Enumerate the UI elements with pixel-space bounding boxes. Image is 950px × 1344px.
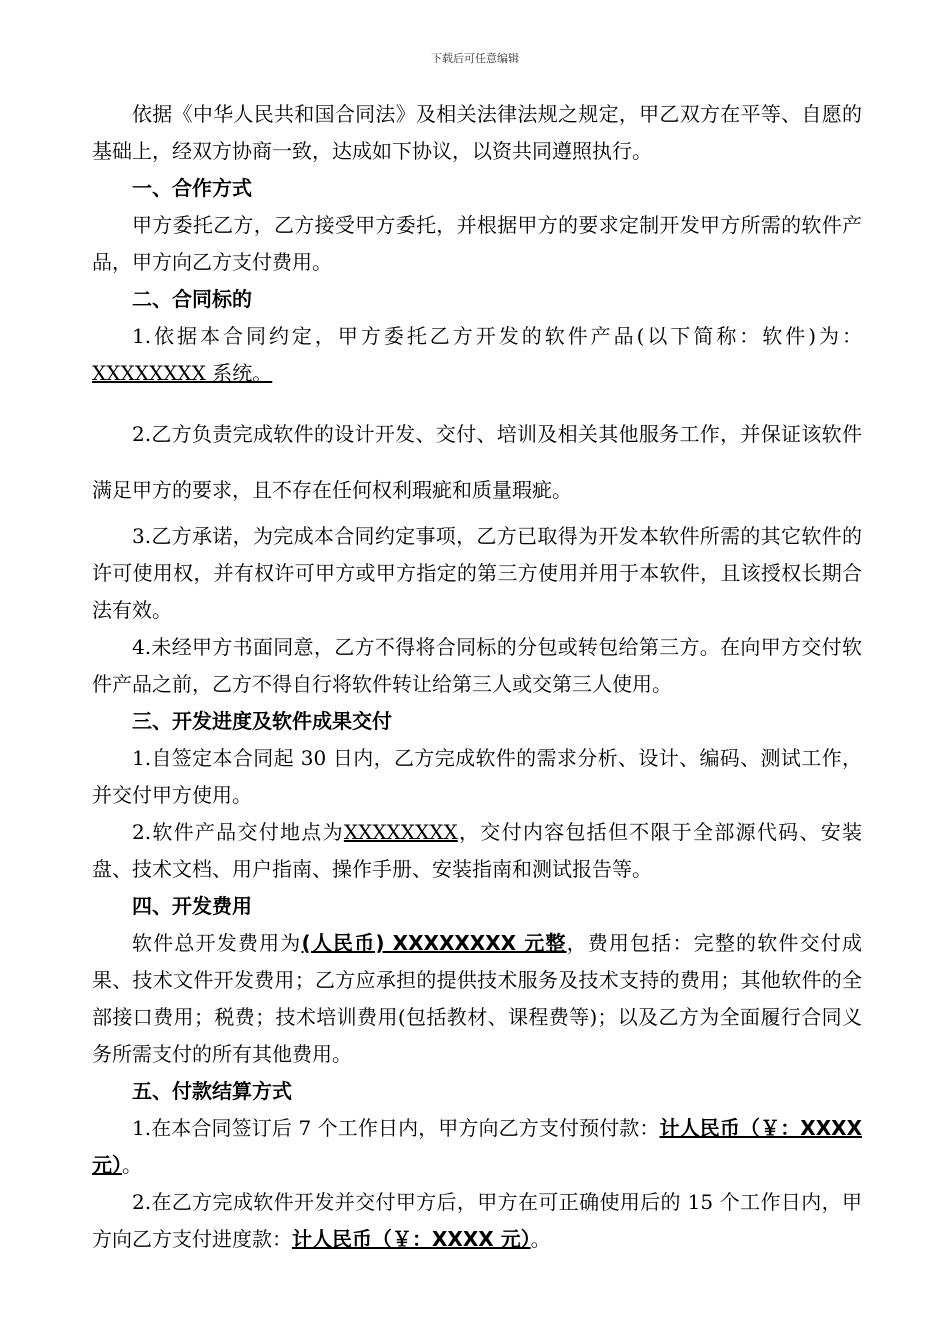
section-3-title: 三、开发进度及软件成果交付 [132, 709, 392, 733]
section-1-paragraph: 甲方委托乙方，乙方接受甲方委托，并根据甲方的要求定制开发甲方所需的软件产品，甲方向乙方支付费用。 [92, 213, 862, 274]
section-5-item-2 [92, 1184, 862, 1258]
section-4-text-b: ，费用包括：完整的软件交付成果、技术文件开发费用；乙方应承担的提供技术服务及技术支持的费用；其他软件的全部接口费用；税费；技术培训费用(包括教材、课程费等)；以及乙方为全面履行合同义务所需支付的所有其他费用。 [92, 931, 862, 1066]
section-3-item-2-text-b: ，交付内容包括但不限于全部源代码、安装盘、技术文档、用户指南、操作手册、安装指南和测试报告等。 [92, 820, 862, 881]
progress-payment: 计人民币（￥：XXXX 元） [292, 1227, 531, 1251]
section-4-paragraph [92, 925, 862, 1073]
section-2-item-1-text: 1.依据本合同约定，甲方委托乙方开发的软件产品(以下简称：软件)为： [132, 324, 862, 348]
section-5-item-2-text-b: 。 [530, 1227, 551, 1251]
advance-payment: 计人民币（￥：XXXX 元） [92, 1116, 862, 1177]
section-5-item-1-text-a: 1.在本合同签订后 7 个工作日内，甲方向乙方支付预付款： [132, 1116, 660, 1140]
section-5-item-2-text-a: 2.在乙方完成软件开发并交付甲方后，甲方在可正确使用后的 15 个工作日内，甲方向乙方支付进度款： [92, 1190, 862, 1251]
delivery-location: XXXXXXXX [343, 820, 458, 844]
page-header: 下载后可任意编辑 [431, 52, 519, 65]
intro-paragraph: 依据《中华人民共和国合同法》及相关法律法规之规定，甲乙双方在平等、自愿的基础上，经双方协商一致，达成如下协议，以资共同遵照执行。 [92, 102, 862, 163]
total-fee: (人民币) XXXXXXXX 元整 [301, 931, 567, 955]
section-2-item-1 [92, 318, 862, 392]
section-2-title: 二、合同标的 [132, 287, 252, 311]
section-2-item-4: 4.未经甲方书面同意，乙方不得将合同标的分包或转包给第三方。在向甲方交付软件产品之前，乙方不得自行将软件转让给第三人或交第三人使用。 [92, 635, 862, 696]
software-name: XXXXXXXX 系统。 [92, 361, 273, 385]
section-2-item-3: 3.乙方承诺，为完成本合同约定事项，乙方已取得为开发本软件所需的其它软件的许可使用权，并有权许可甲方或甲方指定的第三方使用并用于本软件，且该授权长期合法有效。 [92, 524, 862, 622]
section-4-text-a: 软件总开发费用为 [132, 931, 302, 955]
section-3-item-1: 1.自签定本合同起 30 日内，乙方完成软件的需求分析、设计、编码、测试工作，并交付甲方使用。 [92, 746, 862, 807]
section-3-item-2-text-a: 2.软件产品交付地点为 [132, 820, 344, 844]
contract-body [92, 96, 862, 1258]
section-4-title: 四、开发费用 [132, 894, 252, 918]
section-5-item-1-text-b: 。 [122, 1153, 142, 1177]
section-1-title: 一、合作方式 [132, 176, 252, 200]
section-5-title: 五、付款结算方式 [132, 1079, 292, 1103]
section-5-item-1 [92, 1110, 862, 1184]
section-2-item-2: 2.乙方负责完成软件的设计开发、交付、培训及相关其他服务工作，并保证该软件满足甲方的要求，且不存在任何权利瑕疵和质量瑕疵。 [92, 422, 862, 502]
section-3-item-2 [92, 814, 862, 888]
